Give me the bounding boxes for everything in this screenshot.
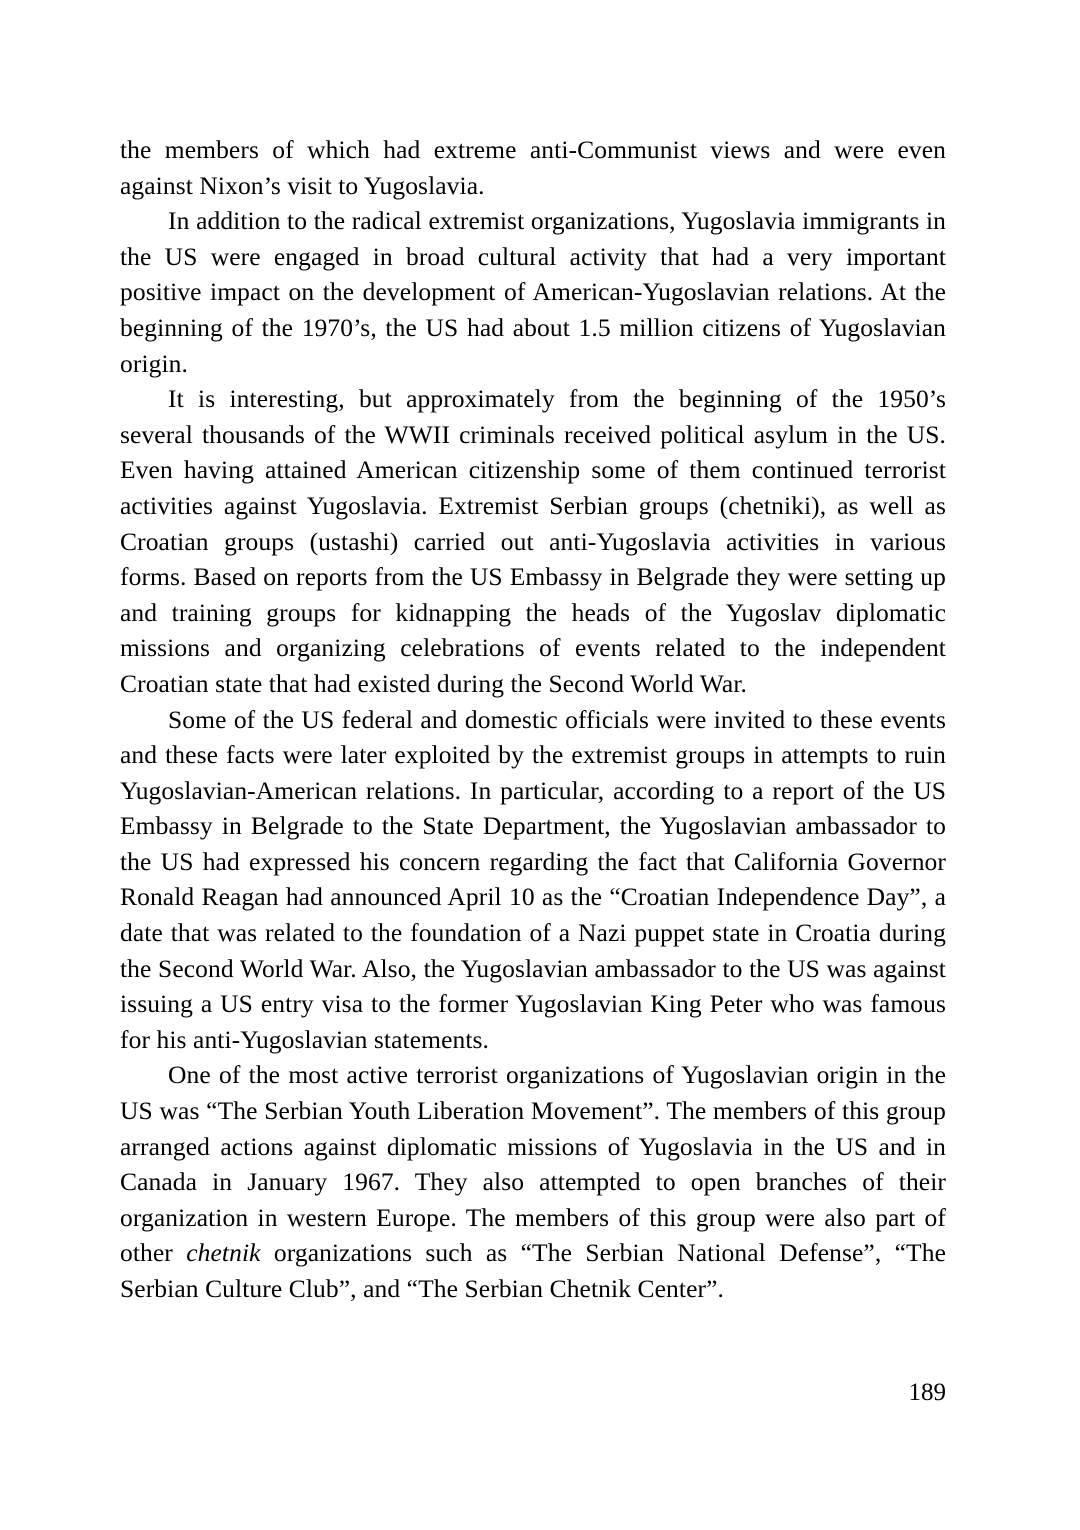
paragraph-3: It is interesting, but approximately from the beginning of the 1950’s several thousands of the WWII criminals received political asylum in the US. Even having attained American citizenship some of them continued terrorist activities against Yugoslavia. Extremist Serbian groups (chetniki), as well as Croatian groups (ustashi) carried out anti-Yugoslavia activities in various forms. Based on reports from the US Embassy in Belgrade they were setting up and training groups for kidnapping the heads of the Yugoslav diplomatic missions and organizing celebrations of events related to the independent Croatian state that had existed during the Second World War. — [120, 384, 946, 698]
page-number: 189 — [908, 1379, 946, 1406]
paragraph-5-part2: organizations such as “The Serbian National Defense”, “The Serbian Culture Club”, and “The Serbian Chetnik Center”. — [120, 1238, 946, 1303]
paragraph-2: In addition to the radical extremist organizations, Yugoslavia immigrants in the US were engaged in broad cultural activity that had a very important positive impact on the development of American-Yugoslavian relations. At the beginning of the 1970’s, the US had about 1.5 million citizens of Yugoslavian origin. — [120, 206, 946, 378]
paragraph-1: the members of which had extreme anti-Communist views and were even against Nixon’s visit to Yugoslavia. — [120, 135, 946, 200]
paragraph-4: Some of the US federal and domestic officials were invited to these events and these facts were later exploited by the extremist groups in attempts to ruin Yugoslavian-American relations. In particular, according to a report of the US Embassy in Belgrade to the State Department, the Yugoslavian ambassador to the US had expressed his concern regarding the fact that California Governor Ronald Reagan had announced April 10 as the “Croatian Independence Day”, a date that was related to the foundation of a Nazi puppet state in Croatia during the Second World War. Also, the Yugoslavian ambassador to the US was against issuing a US entry visa to the former Yugoslavian King Peter who was famous for his anti-Yugoslavian statements. — [120, 704, 946, 1054]
paragraph-5-part1: One of the most active terrorist organizations of Yugoslavian origin in the US was “The Serbian Youth Liberation Movement”. The members of this group arranged actions against diplomatic missions of Yugoslavia in the US and in Canada in January 1967. They also attempted to open branches of their organization in western Europe. The members of this group were also part of other — [120, 1060, 946, 1268]
paragraph-5 — [120, 1057, 946, 1306]
paragraph-5-italic-term: chetnik — [186, 1238, 261, 1268]
body-text-column — [120, 132, 946, 1307]
